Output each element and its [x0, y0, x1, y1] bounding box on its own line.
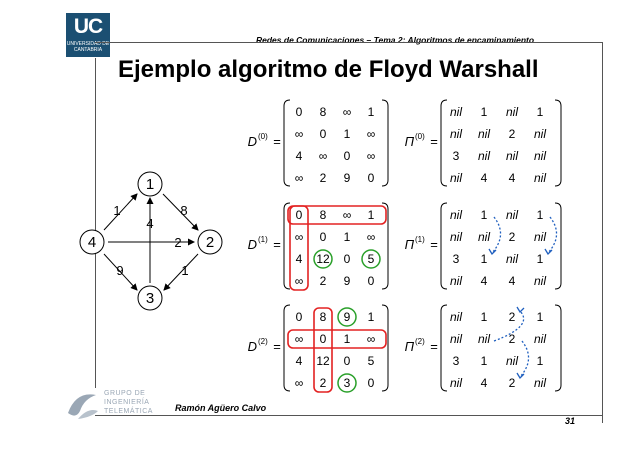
cell-P2-0-3: 1	[536, 310, 544, 324]
cell-P1-3-2: 4	[508, 274, 516, 288]
cell-D1-2-0: 4	[295, 252, 303, 266]
bracket-left-P1	[441, 203, 447, 289]
label-P2: Π	[404, 339, 414, 354]
cell-P2-3-3: nil	[533, 376, 547, 390]
cell-D2-2-0: 4	[295, 354, 303, 368]
cell-P0-3-2: 4	[508, 171, 516, 185]
cell-D2-2-2: 0	[343, 354, 351, 368]
cell-P0-1-1: nil	[477, 127, 491, 141]
bracket-left-P0	[441, 100, 447, 186]
cell-P0-1-0: nil	[449, 127, 463, 141]
cell-P2-0-1: 1	[480, 310, 488, 324]
cell-D2-0-2: 9	[343, 310, 351, 324]
cell-D1-3-3: 0	[367, 274, 375, 288]
gi-logo-line-3: TELEMÁTICA	[104, 408, 153, 415]
arrow-P2-cell-4-3	[520, 341, 529, 377]
cell-P2-1-3: nil	[533, 332, 547, 346]
cell-D1-2-1: 12	[316, 252, 330, 266]
cell-P2-3-2: 2	[508, 376, 516, 390]
cell-P0-2-3: nil	[533, 149, 547, 163]
cell-D0-2-3: ∞	[366, 149, 376, 163]
label-sup-D1: (1)	[258, 235, 268, 244]
node-2-label: 2	[205, 234, 215, 251]
cell-P0-2-1: nil	[477, 149, 491, 163]
node-4-label: 4	[87, 234, 97, 251]
cell-D0-0-3: 1	[367, 105, 375, 119]
cell-P2-2-1: 1	[480, 354, 488, 368]
cell-D0-0-2: ∞	[342, 105, 352, 119]
cell-D0-1-3: ∞	[366, 127, 376, 141]
cell-P1-2-0: 3	[452, 252, 460, 266]
edge-label-1-2: 8	[180, 203, 188, 218]
cell-P1-0-1: 1	[480, 208, 488, 222]
label-sup-P2: (2)	[415, 337, 425, 346]
cell-D2-3-2: 3	[343, 376, 351, 390]
bracket-left-P2	[441, 305, 447, 391]
cell-D0-1-1: 0	[319, 127, 327, 141]
cell-P1-3-3: nil	[533, 274, 547, 288]
cell-D2-3-1: 2	[319, 376, 327, 390]
label-eq-D1: =	[273, 237, 281, 252]
cell-D2-0-3: 1	[367, 310, 375, 324]
author: Ramón Agüero Calvo	[175, 403, 267, 413]
cell-D1-1-2: 1	[343, 230, 351, 244]
bracket-right-D0	[382, 100, 388, 186]
cell-P0-0-1: 1	[480, 105, 488, 119]
label-sup-D0: (0)	[258, 132, 268, 141]
arrow-P1-col-2	[492, 217, 501, 253]
bracket-right-D1	[382, 203, 388, 289]
cell-P1-0-3: 1	[536, 208, 544, 222]
cell-P1-1-3: nil	[533, 230, 547, 244]
cell-D1-0-1: 8	[319, 208, 327, 222]
cell-D1-3-2: 9	[343, 274, 351, 288]
cell-P0-0-3: 1	[536, 105, 544, 119]
cell-D2-2-3: 5	[367, 354, 375, 368]
arrow-P1-col-4	[548, 217, 557, 253]
cell-D0-0-0: 0	[295, 105, 303, 119]
label-eq-D2: =	[273, 339, 281, 354]
bracket-left-D2	[284, 305, 290, 391]
edge-label-2-3: 1	[181, 263, 189, 278]
cell-P1-3-0: nil	[449, 274, 463, 288]
cell-P0-3-3: nil	[533, 171, 547, 185]
cell-D0-1-0: ∞	[294, 127, 304, 141]
cell-P2-0-2: 2	[508, 310, 516, 324]
cell-P2-2-3: 1	[536, 354, 544, 368]
cell-D0-2-2: 0	[343, 149, 351, 163]
cell-P1-0-2: nil	[505, 208, 519, 222]
arrow-P1-col-2-head	[489, 249, 496, 254]
cell-P2-3-1: 4	[480, 376, 488, 390]
label-eq-P1: =	[430, 237, 438, 252]
cell-D1-1-1: 0	[319, 230, 327, 244]
cell-P2-1-1: nil	[477, 332, 491, 346]
cell-D0-3-1: 2	[319, 171, 327, 185]
node-3-label: 3	[145, 290, 155, 307]
bracket-right-P1	[555, 203, 561, 289]
cell-P0-1-3: nil	[533, 127, 547, 141]
cell-P0-3-1: 4	[480, 171, 488, 185]
label-sup-P1: (1)	[415, 235, 425, 244]
uc-logo-subtitle: UNIVERSIDAD DE CANTABRIA	[66, 41, 110, 53]
cell-D0-0-1: 8	[319, 105, 327, 119]
label-eq-P2: =	[430, 339, 438, 354]
bracket-right-P2	[555, 305, 561, 391]
cell-D2-1-2: 1	[343, 332, 351, 346]
arrow-P2-cell-1-3-head	[517, 307, 524, 312]
cell-P0-3-0: nil	[449, 171, 463, 185]
cell-D1-0-2: ∞	[342, 208, 352, 222]
label-P0: Π	[404, 134, 414, 149]
cell-P0-0-2: nil	[505, 105, 519, 119]
cell-D1-1-3: ∞	[366, 230, 376, 244]
cell-D0-3-0: ∞	[294, 171, 304, 185]
edge-label-4-1: 1	[113, 203, 121, 218]
cell-P1-1-2: 2	[508, 230, 516, 244]
cell-P1-0-0: nil	[449, 208, 463, 222]
uc-logo-text: UC	[73, 15, 103, 38]
cell-D2-2-1: 12	[316, 354, 330, 368]
cell-D1-2-2: 0	[343, 252, 351, 266]
cell-P1-1-1: nil	[477, 230, 491, 244]
bracket-right-P0	[555, 100, 561, 186]
gi-logo-line-1: GRUPO DE	[104, 390, 146, 397]
cell-P0-2-0: 3	[452, 149, 460, 163]
cell-P1-2-3: 1	[536, 252, 544, 266]
cell-P2-0-0: nil	[449, 310, 463, 324]
cell-D0-3-3: 0	[367, 171, 375, 185]
cell-D0-2-0: 4	[295, 149, 303, 163]
cell-P0-1-2: 2	[508, 127, 516, 141]
cell-D2-1-0: ∞	[294, 332, 304, 346]
label-sup-P0: (0)	[415, 132, 425, 141]
cell-P1-2-1: 1	[480, 252, 488, 266]
cell-D2-3-0: ∞	[294, 376, 304, 390]
graph-diagram	[70, 168, 240, 318]
cell-P1-3-1: 4	[480, 274, 488, 288]
edge-label-3-1: 4	[146, 216, 154, 231]
cell-P2-1-0: nil	[449, 332, 463, 346]
cell-D1-2-3: 5	[367, 252, 375, 266]
label-sup-D2: (2)	[258, 337, 268, 346]
label-D0: D	[247, 134, 257, 149]
label-eq-D0: =	[273, 134, 281, 149]
cell-P2-2-0: 3	[452, 354, 460, 368]
edge-label-4-3: 9	[116, 263, 124, 278]
cell-P1-1-0: nil	[449, 230, 463, 244]
page-number: 31	[565, 416, 576, 426]
label-D1: D	[247, 237, 257, 252]
gi-logo-icon	[62, 385, 102, 425]
bracket-left-D0	[284, 100, 290, 186]
cell-D1-3-0: ∞	[294, 274, 304, 288]
cell-P0-2-2: nil	[505, 149, 519, 163]
edge-label-4-2: 2	[174, 235, 182, 250]
cell-D2-0-1: 8	[319, 310, 327, 324]
cell-D1-0-3: 1	[367, 208, 375, 222]
label-P1: Π	[404, 237, 414, 252]
cell-D2-1-3: ∞	[366, 332, 376, 346]
grupo-ingenieria-telematica-logo	[62, 385, 172, 430]
cell-D1-0-0: 0	[295, 208, 303, 222]
running-title: Redes de Comunicaciones – Tema 2: Algoritmos de encaminamiento	[256, 35, 535, 45]
cell-D1-1-0: ∞	[294, 230, 304, 244]
cell-P2-2-2: nil	[505, 354, 519, 368]
cell-D0-3-2: 9	[343, 171, 351, 185]
cell-P1-2-2: nil	[505, 252, 519, 266]
node-1-label: 1	[145, 176, 155, 193]
cell-D0-2-1: ∞	[318, 149, 328, 163]
cell-D2-3-3: 0	[367, 376, 375, 390]
bracket-left-D1	[284, 203, 290, 289]
label-D2: D	[247, 339, 257, 354]
cell-P0-0-0: nil	[449, 105, 463, 119]
gi-logo-line-2: INGENIERÍA	[104, 399, 150, 406]
label-eq-P0: =	[430, 134, 438, 149]
cell-D2-0-0: 0	[295, 310, 303, 324]
arrow-P2-cell-4-3-head	[517, 373, 524, 378]
cell-D0-1-2: 1	[343, 127, 351, 141]
cell-P2-1-2: 2	[508, 332, 516, 346]
cell-D1-3-1: 2	[319, 274, 327, 288]
arrow-P1-col-4-head	[545, 249, 552, 254]
matrices-area	[228, 98, 568, 398]
cell-D2-1-1: 0	[319, 332, 327, 346]
cell-P2-3-0: nil	[449, 376, 463, 390]
slide-title: Ejemplo algoritmo de Floyd Warshall	[118, 56, 539, 83]
